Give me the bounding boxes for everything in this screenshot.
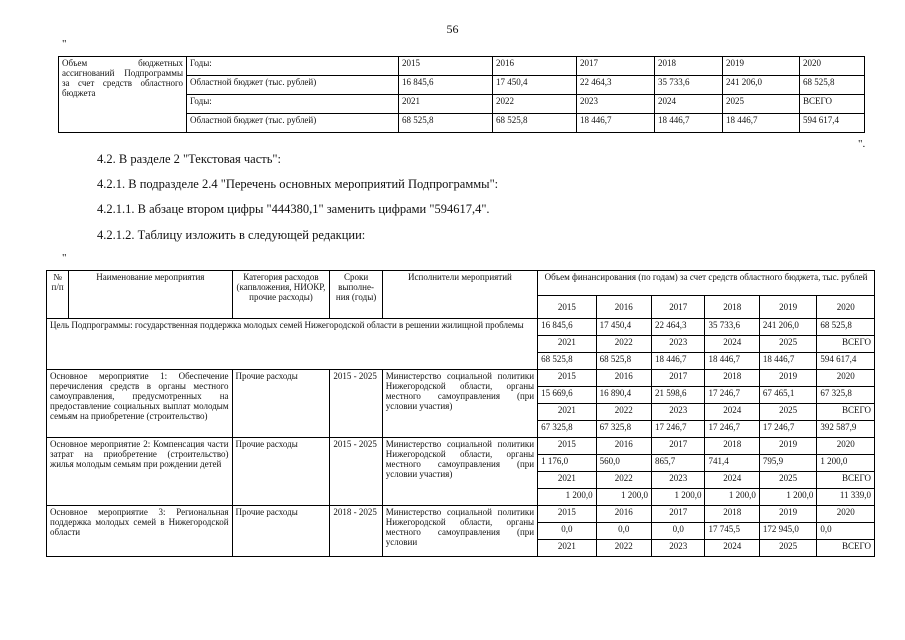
year-header: 2019 (759, 296, 816, 319)
table-cell: 2016 (493, 57, 577, 76)
table-cell: 2025 (759, 336, 816, 353)
table-cell: 35 733,6 (705, 319, 759, 336)
table-cell: 2018 (705, 370, 759, 387)
table-cell: 68 525,8 (493, 114, 577, 133)
table-cell: 68 525,8 (399, 114, 493, 133)
table-cell: 392 587,9 (817, 421, 875, 438)
table-cell: 17 450,4 (596, 319, 651, 336)
table-cell: ВСЕГО (817, 404, 875, 421)
table-cell: 560,0 (596, 455, 651, 472)
table-cell: 18 446,7 (652, 353, 705, 370)
table-cell: 1 200,0 (538, 489, 596, 506)
table-row (47, 438, 875, 455)
table-cell: 68 525,8 (596, 353, 651, 370)
table-cell: 18 446,7 (655, 114, 723, 133)
table-cell: 2017 (652, 438, 705, 455)
table-cell: 241 206,0 (759, 319, 816, 336)
goal-text: Цель Подпрограммы: государственная поддержка молодых семей Нижегородской области в решении жилищной проблемы (47, 319, 538, 370)
budget-allocation-table (58, 56, 865, 133)
table-cell: 2016 (596, 438, 651, 455)
table-cell: 2024 (705, 540, 759, 557)
header-funding: Объем финансирования (по годам) за счет средств областного бюджета, тыс. рублей (538, 271, 875, 296)
table-cell: 15 669,6 (538, 387, 596, 404)
row-label: Годы: (187, 57, 399, 76)
row-label: Областной бюджет (тыс. рублей) (187, 76, 399, 95)
table-cell: 2021 (538, 472, 596, 489)
table-cell: 2022 (596, 404, 651, 421)
table-cell: 68 525,8 (817, 319, 875, 336)
table-cell: 2023 (652, 540, 705, 557)
table-cell: 2020 (817, 506, 875, 523)
paragraph: 4.2.1. В подразделе 2.4 "Перечень основных мероприятий Подпрограммы": (97, 177, 499, 191)
table-cell: 0,0 (652, 523, 705, 540)
table-cell: 67 325,8 (538, 421, 596, 438)
table-cell: 2019 (759, 438, 816, 455)
table-cell: 11 339,0 (817, 489, 875, 506)
measure-terms: 2015 - 2025 (330, 438, 382, 506)
table-cell: 2021 (538, 404, 596, 421)
table-cell: 17 745,5 (705, 523, 759, 540)
table-cell: 18 446,7 (759, 353, 816, 370)
table-cell: 2019 (759, 370, 816, 387)
table-cell: 68 525,8 (800, 76, 865, 95)
table-cell: ВСЕГО (817, 540, 875, 557)
table-cell: 2015 (538, 370, 596, 387)
table-cell: 594 617,4 (817, 353, 875, 370)
table-cell: 17 246,7 (759, 421, 816, 438)
header-terms: Сроки выполне-ния (годы) (330, 271, 382, 319)
measure-executors: Министерство социальной политики Нижегородской области, органы местного самоуправления (при условии участия) (382, 438, 537, 506)
table-cell: 2022 (596, 336, 651, 353)
year-header: 2017 (652, 296, 705, 319)
row-label: Годы: (187, 95, 399, 114)
table-cell: 67 325,8 (596, 421, 651, 438)
table-cell: 16 845,6 (538, 319, 596, 336)
table-cell: 2021 (538, 336, 596, 353)
table-cell: 2024 (705, 336, 759, 353)
table-cell: 2019 (723, 57, 800, 76)
table-cell: 18 446,7 (577, 114, 655, 133)
header-num: № п/п (47, 271, 69, 319)
table-row (59, 57, 865, 76)
year-header: 2020 (817, 296, 875, 319)
paragraph: 4.2.1.1. В абзаце втором цифры "444380,1" заменить цифрами "594617,4". (97, 202, 490, 216)
table-cell: 1 200,0 (652, 489, 705, 506)
table-cell: 2022 (596, 540, 651, 557)
table-cell: 865,7 (652, 455, 705, 472)
table-cell: 17 450,4 (493, 76, 577, 95)
measure-category: Прочие расходы (232, 506, 330, 557)
paragraph: 4.2. В разделе 2 "Текстовая часть": (97, 152, 281, 166)
opening-quote: " (62, 38, 67, 50)
table-cell: 1 200,0 (596, 489, 651, 506)
table-row (47, 506, 875, 523)
table-cell: 2017 (577, 57, 655, 76)
table-cell: 2024 (705, 404, 759, 421)
table-cell: 22 464,3 (577, 76, 655, 95)
year-header: 2016 (596, 296, 651, 319)
table-cell: ВСЕГО (817, 336, 875, 353)
year-header: 2018 (705, 296, 759, 319)
table-cell: 0,0 (817, 523, 875, 540)
table-cell: 2020 (817, 438, 875, 455)
closing-quote: ". (858, 138, 866, 150)
table-row (47, 370, 875, 387)
header-row (47, 271, 875, 296)
table-cell: 67 465,1 (759, 387, 816, 404)
table-cell: 17 246,7 (652, 421, 705, 438)
table-cell: 2016 (596, 506, 651, 523)
year-header: 2015 (538, 296, 596, 319)
measure-terms: 2018 - 2025 (330, 506, 382, 557)
measures-table (46, 270, 875, 557)
table-cell: 2025 (759, 472, 816, 489)
table-cell: 16 845,6 (399, 76, 493, 95)
table-cell: 2025 (759, 404, 816, 421)
table-cell: 67 325,8 (817, 387, 875, 404)
table-cell: 2023 (652, 472, 705, 489)
table-cell: 795,9 (759, 455, 816, 472)
table-row (47, 319, 875, 336)
table-cell: ВСЕГО (817, 472, 875, 489)
table-cell: 2015 (538, 438, 596, 455)
table-cell: 18 446,7 (723, 114, 800, 133)
table-cell: 2018 (705, 438, 759, 455)
table-cell: 18 446,7 (705, 353, 759, 370)
table-cell: 2022 (493, 95, 577, 114)
table-cell: 1 200,0 (817, 455, 875, 472)
table-cell: 2023 (577, 95, 655, 114)
table-cell: 2021 (538, 540, 596, 557)
paragraph: 4.2.1.2. Таблицу изложить в следующей редакции: (97, 228, 366, 242)
table-cell: 2023 (652, 336, 705, 353)
table-cell: 2021 (399, 95, 493, 114)
header-name: Наименование мероприятия (69, 271, 232, 319)
table-cell: 2018 (655, 57, 723, 76)
table-cell: 1 176,0 (538, 455, 596, 472)
measure-name: Основное мероприятие 1: Обеспечение перечисления средств в органы местного самоуправления, предусмотренных на предоставление социальных выплат молодым семьям на приобретение (строительство) (47, 370, 233, 438)
table-cell: 17 246,7 (705, 387, 759, 404)
table-cell: 2020 (800, 57, 865, 76)
table-cell: 2017 (652, 370, 705, 387)
table-cell: 1 200,0 (705, 489, 759, 506)
table-cell: 2023 (652, 404, 705, 421)
row-label: Областной бюджет (тыс. рублей) (187, 114, 399, 133)
measure-executors: Министерство социальной политики Нижегородской области, органы местного самоуправления (при условии участия) (382, 370, 537, 438)
table-cell: 2022 (596, 472, 651, 489)
table-cell: 16 890,4 (596, 387, 651, 404)
table-cell: ВСЕГО (800, 95, 865, 114)
table-cell: 2019 (759, 506, 816, 523)
table-cell: 0,0 (596, 523, 651, 540)
table-cell: 0,0 (538, 523, 596, 540)
table-cell: 594 617,4 (800, 114, 865, 133)
table-cell: 21 598,6 (652, 387, 705, 404)
table-cell: 35 733,6 (655, 76, 723, 95)
measure-name: Основное мероприятие 2: Компенсация части затрат на приобретение (строительство) жилья молодым семьям при рождении детей (47, 438, 233, 506)
table-cell: 22 464,3 (652, 319, 705, 336)
table-cell: 2018 (705, 506, 759, 523)
table-cell: 68 525,8 (538, 353, 596, 370)
table-cell: 241 206,0 (723, 76, 800, 95)
table-cell: 172 945,0 (759, 523, 816, 540)
table-cell: 2016 (596, 370, 651, 387)
table-cell: 2015 (538, 506, 596, 523)
table-cell: 2020 (817, 370, 875, 387)
header-category: Категория расходов (капвложения, НИОКР, прочие расходы) (232, 271, 330, 319)
measure-category: Прочие расходы (232, 370, 330, 438)
table-cell: 2025 (759, 540, 816, 557)
header-executors: Исполнители мероприятий (382, 271, 537, 319)
measure-executors: Министерство социальной политики Нижегородской области, органы местного самоуправления (при условии (382, 506, 537, 557)
opening-quote: " (62, 252, 67, 264)
table-cell: 2024 (705, 472, 759, 489)
table-cell: 17 246,7 (705, 421, 759, 438)
table-cell: 2024 (655, 95, 723, 114)
measure-category: Прочие расходы (232, 438, 330, 506)
table-cell: 2015 (399, 57, 493, 76)
table-cell: 1 200,0 (759, 489, 816, 506)
table-cell: 2017 (652, 506, 705, 523)
page-number: 56 (446, 22, 459, 36)
allocation-label: Объем бюджетных ассигнований Подпрограммы за счет средств областного бюджета (59, 57, 187, 133)
table-cell: 2025 (723, 95, 800, 114)
measure-name: Основное мероприятие 3: Региональная поддержка молодых семей в Нижегородской области (47, 506, 233, 557)
table-cell: 741,4 (705, 455, 759, 472)
measure-terms: 2015 - 2025 (330, 370, 382, 438)
